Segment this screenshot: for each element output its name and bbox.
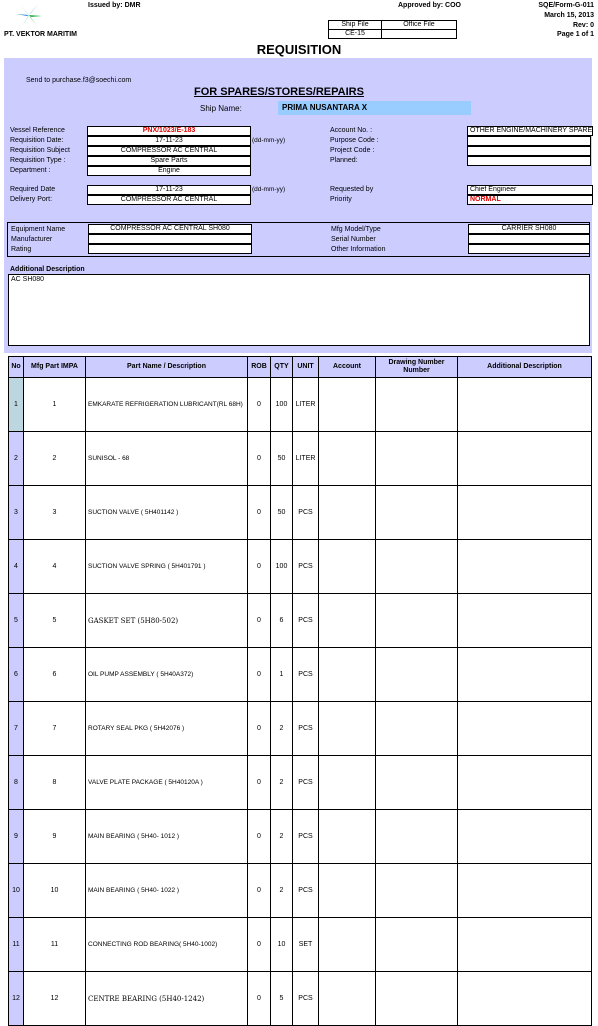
file-reference-table	[328, 20, 457, 39]
row-additional-description[interactable]	[458, 432, 592, 486]
row-unit[interactable]: PCS	[293, 648, 319, 702]
row-rob[interactable]: 0	[248, 810, 271, 864]
row-drawing-number[interactable]	[376, 648, 458, 702]
requisition-type-label: Requisition Type :	[10, 157, 66, 164]
requisition-subject-label: Requisition Subject	[10, 147, 70, 154]
row-additional-description[interactable]	[458, 378, 592, 432]
row-description[interactable]: CONNECTING ROD BEARING( 5H40-1002)	[86, 918, 248, 972]
form-rev: Rev: 0	[572, 22, 594, 29]
row-no: 7	[9, 702, 24, 756]
row-additional-description[interactable]	[458, 540, 592, 594]
row-mfg-part[interactable]: 2	[24, 432, 86, 486]
date-format-hint: (dd-mm-yy)	[252, 137, 286, 144]
approved-by: Approved by: COO	[398, 2, 462, 9]
row-qty[interactable]: 5	[271, 972, 293, 1026]
col-mfg-part: Mfg Part IMPA	[24, 357, 86, 378]
row-mfg-part[interactable]: 5	[24, 594, 86, 648]
delivery-port-field[interactable]: COMPRESSOR AC CENTRAL	[87, 195, 251, 205]
row-qty[interactable]: 2	[271, 810, 293, 864]
table-row	[9, 972, 592, 1026]
send-to-email: Send to purchase.f3@soechi.com	[26, 77, 132, 84]
requested-by-field[interactable]: Chief Engineer	[467, 185, 593, 195]
table-row	[9, 432, 592, 486]
row-account[interactable]	[319, 648, 376, 702]
row-description[interactable]: OIL PUMP ASSEMBLY ( 5H40A372)	[86, 648, 248, 702]
col-additional-description: Additional Description	[458, 357, 592, 378]
table-row	[9, 864, 592, 918]
col-part-name: Part Name / Description	[86, 357, 248, 378]
additional-description-field[interactable]: AC SH080	[8, 274, 590, 346]
row-rob[interactable]: 0	[248, 648, 271, 702]
requisition-header-panel	[4, 58, 592, 353]
row-additional-description[interactable]	[458, 594, 592, 648]
account-no-field[interactable]: OTHER ENGINE/MACHINERY SPARE	[467, 126, 593, 136]
delivery-port-label: Delivery Port:	[10, 196, 53, 203]
equipment-name-label: Equipment Name	[11, 226, 66, 233]
row-description[interactable]: SUNISOL - 68	[86, 432, 248, 486]
account-no-label: Account No. :	[330, 127, 373, 134]
row-qty[interactable]: 100	[271, 540, 293, 594]
row-no: 3	[9, 486, 24, 540]
requisition-type-field[interactable]: Spare Parts	[87, 156, 251, 166]
required-date-format-hint: (dd-mm-yy)	[252, 186, 286, 193]
row-mfg-part[interactable]: 8	[24, 756, 86, 810]
ship-name-label: Ship Name:	[200, 104, 242, 113]
form-subtitle: FOR SPARES/STORES/REPAIRS	[194, 86, 364, 98]
row-no: 5	[9, 594, 24, 648]
row-description[interactable]: EMKARATE REFRIGERATION LUBRICANT(RL 68H)	[86, 378, 248, 432]
row-unit[interactable]: PCS	[293, 756, 319, 810]
col-account: Account	[319, 357, 376, 378]
table-row	[9, 594, 592, 648]
row-unit[interactable]: PCS	[293, 486, 319, 540]
row-drawing-number[interactable]	[376, 756, 458, 810]
row-qty[interactable]: 100	[271, 378, 293, 432]
row-additional-description[interactable]	[458, 756, 592, 810]
row-qty[interactable]: 1	[271, 648, 293, 702]
planned-label: Planned:	[330, 157, 358, 164]
row-drawing-number[interactable]	[376, 702, 458, 756]
equipment-box	[7, 222, 590, 257]
row-rob[interactable]: 0	[248, 756, 271, 810]
other-info-field[interactable]	[468, 244, 590, 254]
row-account[interactable]	[319, 972, 376, 1026]
row-qty[interactable]: 2	[271, 756, 293, 810]
row-rob[interactable]: 0	[248, 864, 271, 918]
vessel-reference-field[interactable]: PNX/1023/E-183	[87, 126, 251, 136]
page-title: REQUISITION	[256, 42, 342, 57]
row-mfg-part[interactable]: 4	[24, 540, 86, 594]
row-additional-description[interactable]	[458, 810, 592, 864]
rating-field[interactable]	[88, 244, 252, 254]
row-qty[interactable]: 50	[271, 432, 293, 486]
ship-name-value[interactable]: PRIMA NUSANTARA X	[278, 101, 471, 115]
vessel-reference-label: Vessel Reference	[10, 127, 65, 134]
row-rob[interactable]: 0	[248, 972, 271, 1026]
row-description[interactable]: MAIN BEARING ( 5H40- 1022 )	[86, 864, 248, 918]
mfg-model-field[interactable]: CARRIER SH080	[468, 224, 590, 234]
row-account[interactable]	[319, 810, 376, 864]
form-date: March 15, 2013	[544, 12, 594, 19]
serial-number-label: Serial Number	[331, 236, 376, 243]
row-description[interactable]: ROTARY SEAL PKG ( 5H42076 )	[86, 702, 248, 756]
department-field[interactable]: Engine	[87, 166, 251, 176]
office-file-label: Office File	[382, 21, 457, 30]
items-table	[8, 356, 592, 1026]
row-drawing-number[interactable]	[376, 918, 458, 972]
table-row	[9, 648, 592, 702]
row-unit[interactable]: PCS	[293, 810, 319, 864]
page-number: Page 1 of 1	[557, 31, 594, 38]
row-description[interactable]: SUCTION VALVE SPRING ( 5H401791 )	[86, 540, 248, 594]
row-account[interactable]	[319, 756, 376, 810]
row-account[interactable]	[319, 540, 376, 594]
row-account[interactable]	[319, 918, 376, 972]
row-rob[interactable]: 0	[248, 432, 271, 486]
row-mfg-part[interactable]: 1	[24, 378, 86, 432]
required-date-label: Required Date	[10, 186, 56, 193]
priority-field[interactable]: NORMAL	[467, 195, 593, 205]
table-row	[9, 810, 592, 864]
row-account[interactable]	[319, 702, 376, 756]
company-name: PT. VEKTOR MARITIM	[4, 31, 77, 38]
row-additional-description[interactable]	[458, 702, 592, 756]
row-drawing-number[interactable]	[376, 432, 458, 486]
row-no: 4	[9, 540, 24, 594]
row-qty[interactable]: 2	[271, 864, 293, 918]
ship-file-value[interactable]: CE-15	[329, 30, 382, 39]
row-unit[interactable]: PCS	[293, 540, 319, 594]
priority-label: Priority	[330, 196, 352, 203]
row-unit[interactable]: PCS	[293, 594, 319, 648]
mfg-model-label: Mfg Model/Type	[331, 226, 381, 233]
row-rob[interactable]: 0	[248, 918, 271, 972]
issued-by: Issued by: DMR	[88, 2, 141, 9]
other-info-label: Other Information	[331, 246, 386, 253]
row-rob[interactable]: 0	[248, 594, 271, 648]
row-account[interactable]	[319, 864, 376, 918]
row-mfg-part[interactable]: 9	[24, 810, 86, 864]
row-no: 11	[9, 918, 24, 972]
required-date-field[interactable]: 17-11-23	[87, 185, 251, 195]
row-drawing-number[interactable]	[376, 864, 458, 918]
row-drawing-number[interactable]	[376, 540, 458, 594]
requested-by-label: Requested by	[330, 186, 374, 193]
row-no: 8	[9, 756, 24, 810]
row-rob[interactable]: 0	[248, 378, 271, 432]
col-drawing-number: Drawing Number Number	[376, 357, 458, 378]
table-row	[9, 540, 592, 594]
form-code: SQE/Form-G-011	[538, 2, 594, 9]
table-row	[9, 918, 592, 972]
row-description[interactable]: SUCTION VALVE ( 5H401142 )	[86, 486, 248, 540]
row-no: 2	[9, 432, 24, 486]
row-unit[interactable]: SET	[293, 918, 319, 972]
col-no: No	[9, 357, 24, 378]
row-rob[interactable]: 0	[248, 702, 271, 756]
row-qty[interactable]: 2	[271, 702, 293, 756]
requisition-date-field[interactable]: 17-11-23	[87, 136, 251, 146]
company-logo	[14, 2, 44, 28]
row-qty[interactable]: 6	[271, 594, 293, 648]
row-account[interactable]	[319, 594, 376, 648]
row-unit[interactable]: LITER	[293, 432, 319, 486]
table-row	[9, 486, 592, 540]
row-no: 12	[9, 972, 24, 1026]
project-code-label: Project Code :	[330, 147, 375, 154]
row-description[interactable]: CENTRE BEARING (5H40-1242)	[86, 972, 248, 1026]
row-mfg-part[interactable]: 3	[24, 486, 86, 540]
manufacturer-field[interactable]	[88, 234, 252, 244]
rating-label: Rating	[11, 246, 32, 253]
col-qty: QTY	[271, 357, 293, 378]
table-row	[9, 378, 592, 432]
row-rob[interactable]: 0	[248, 486, 271, 540]
department-label: Department :	[10, 167, 51, 174]
row-unit[interactable]: PCS	[293, 972, 319, 1026]
row-description[interactable]: VALVE PLATE PACKAGE ( 5H40120A )	[86, 756, 248, 810]
row-account[interactable]	[319, 432, 376, 486]
row-account[interactable]	[319, 378, 376, 432]
purpose-code-field[interactable]	[467, 136, 591, 146]
row-unit[interactable]: LITER	[293, 378, 319, 432]
col-rob: ROB	[248, 357, 271, 378]
row-qty[interactable]: 50	[271, 486, 293, 540]
row-account[interactable]	[319, 486, 376, 540]
equipment-name-field[interactable]: COMPRESSOR AC CENTRAL SH080	[88, 224, 252, 234]
table-row	[9, 756, 592, 810]
row-unit[interactable]: PCS	[293, 864, 319, 918]
row-drawing-number[interactable]	[376, 378, 458, 432]
row-no: 10	[9, 864, 24, 918]
row-additional-description[interactable]	[458, 918, 592, 972]
purpose-code-label: Purpose Code :	[330, 137, 379, 144]
row-unit[interactable]: PCS	[293, 702, 319, 756]
row-description[interactable]: GASKET SET (5H80-502)	[86, 594, 248, 648]
additional-description-label: Additional Description	[10, 266, 85, 273]
row-additional-description[interactable]	[458, 864, 592, 918]
row-rob[interactable]: 0	[248, 540, 271, 594]
row-no: 6	[9, 648, 24, 702]
serial-number-field[interactable]	[468, 234, 590, 244]
row-mfg-part[interactable]: 10	[24, 864, 86, 918]
requisition-date-label: Requisition Date:	[10, 137, 64, 144]
row-drawing-number[interactable]	[376, 972, 458, 1026]
office-file-value[interactable]	[382, 30, 457, 39]
project-code-field[interactable]	[467, 146, 591, 156]
row-no: 9	[9, 810, 24, 864]
row-drawing-number[interactable]	[376, 810, 458, 864]
row-additional-description[interactable]	[458, 648, 592, 702]
table-row	[9, 702, 592, 756]
ship-file-label: Ship File	[329, 21, 382, 30]
row-additional-description[interactable]	[458, 486, 592, 540]
requisition-subject-field[interactable]: COMPRESSOR AC CENTRAL	[87, 146, 251, 156]
row-qty[interactable]: 10	[271, 918, 293, 972]
row-additional-description[interactable]	[458, 972, 592, 1026]
row-drawing-number[interactable]	[376, 486, 458, 540]
row-mfg-part[interactable]: 7	[24, 702, 86, 756]
col-unit: UNIT	[293, 357, 319, 378]
planned-field[interactable]	[467, 156, 591, 166]
row-drawing-number[interactable]	[376, 594, 458, 648]
row-mfg-part[interactable]: 6	[24, 648, 86, 702]
row-mfg-part[interactable]: 11	[24, 918, 86, 972]
row-description[interactable]: MAIN BEARING ( 5H40- 1012 )	[86, 810, 248, 864]
row-mfg-part[interactable]: 12	[24, 972, 86, 1026]
manufacturer-label: Manufacturer	[11, 236, 53, 243]
row-no: 1	[9, 378, 24, 432]
